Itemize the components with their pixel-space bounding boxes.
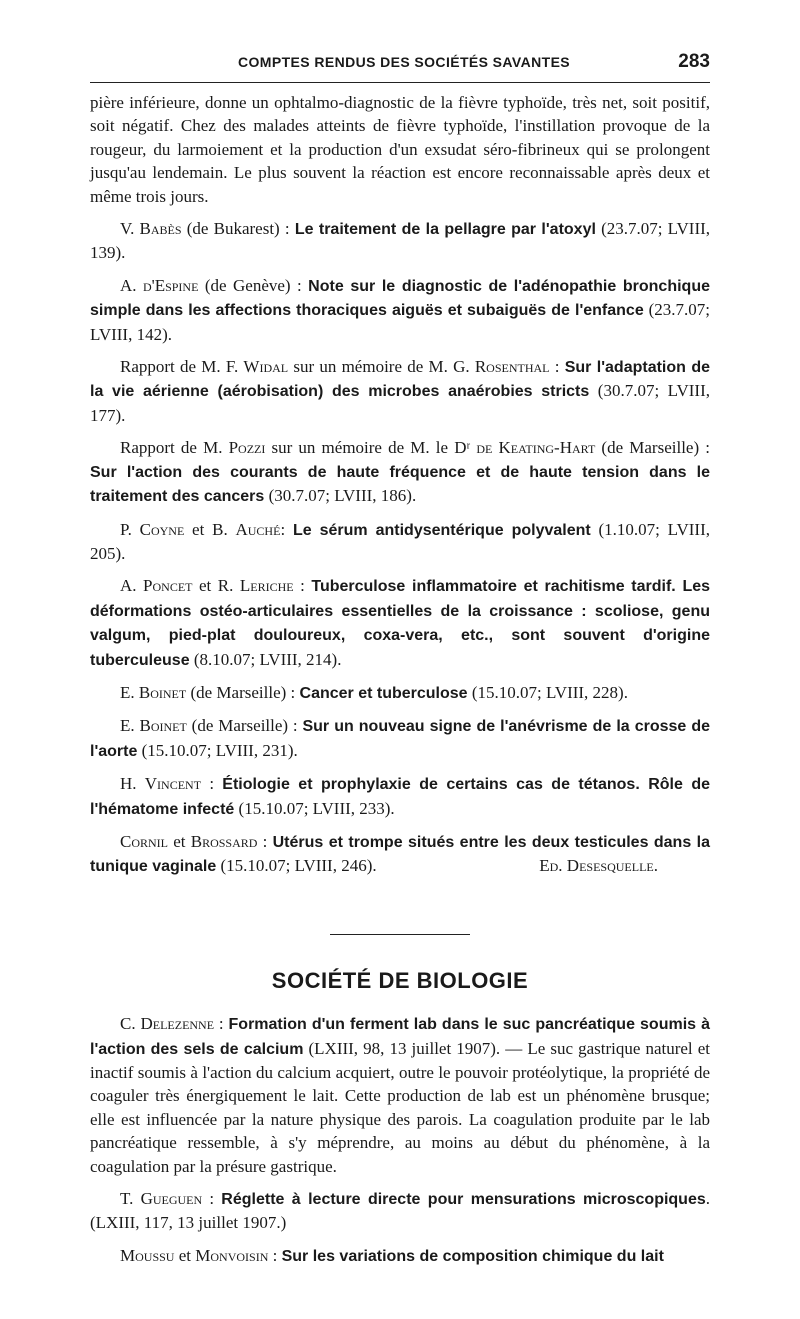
author-name: Gueguen [140,1189,203,1209]
author-name: Moussu [120,1245,175,1265]
entry-title: Formation d'un ferment lab dans le suc pancréatique soumis à l'action des sels de calcium [90,1016,711,1058]
entry-reference: (LXIII, 98, 13 juillet 1907). — Le suc gastrique naturel et inactif soumis à l'action du calcium acquiert, outre le pouvoir protéolytique, la propriété de coaguler très énergiquement le lait. Cette production de lab est un phénomène brusque; elle est influencée par la nature physique des parois. La coagulation produite par le lab pancréatique ressemble, à s'y méprendre, au moins au début du phénomène, à la coagulation par la présure gastrique. [90,1038,710,1176]
entry-title: Le traitement de la pellagre par l'atoxyl [294,221,596,239]
entry-title: Le sérum antidysentérique polyvalent [292,521,591,539]
abstract-entry: Rapport de M. F. Widal sur un mémoire de M. G. Rosenthal : Sur l'adaptation de la vie aérienne (aérobisation) des microbes anaérobies stricts (30.7.07; LVIII, 177). [90,357,711,425]
abstract-entry: E. Boinet (de Marseille) : Sur un nouveau signe de l'anévrisme de la crosse de l'aorte (15.10.07; LVIII, 231). [90,716,710,760]
abstract-entry: A. Poncet et R. Leriche : Tuberculose inflammatoire et rachitisme tardif. Les déformations ostéo-articulaires essentielles de la croissance : scoliose, genu valgum, pied-plat douloureux, coxa-vera, etc., sont souvent d'origine tuberculeuse (8.10.07; LVIII, 214). [90,576,711,669]
author-name: Poncet [143,576,193,596]
page-number: 283 [678,51,710,72]
entry-title: Réglette à lecture directe pour mensurations microscopiques [221,1191,706,1209]
author-name: de Keating-Hart [476,438,596,458]
author-name: Auché [235,519,281,539]
entry-title: Note sur le diagnostic de l'adénopathie bronchique simple dans les affections thoraciques aiguës et subaiguës de l'enfance [90,277,710,320]
author-name: Leriche [239,576,294,596]
abstract-entry: E. Boinet (de Marseille) : Cancer et tuberculose (15.10.07; LVIII, 228). [120,682,628,702]
entry-title: Utérus et trompe situés entre les deux testicules dans la tunique vaginale [90,833,710,876]
section-separator [330,934,470,935]
section-title: SOCIÉTÉ DE BIOLOGIE [271,967,529,993]
entry-title: Sur l'action des courants de haute fréquence et de haute tension dans le traitement des cancers [90,463,710,506]
entry-title: Sur l'adaptation de la vie aérienne (aérobisation) des microbes anaérobies stricts [90,359,711,401]
entry-reference: (15.10.07; LVIII, 246). [216,856,377,876]
entry-title: Sur un nouveau signe de l'anévrisme de la crosse de l'aorte [90,718,710,760]
author-name: Babès [139,219,182,239]
abstract-entry: T. Gueguen : Réglette à lecture directe pour mensurations microscopiques. (LXIII, 117, 13 juillet 1907.) [90,1189,710,1233]
abstract-entry: Rapport de M. Pozzi sur un mémoire de M. le Dʳ de Keating-Hart (de Marseille) : Sur l'action des courants de haute fréquence et de haute tension dans le traitement des cancers (30.7.07; LVIII, 186). [90,438,710,506]
entry-reference: (1.10.07; LVIII, 205). [90,519,711,563]
author-name: Pozzi [228,438,266,458]
entry-title: Sur les variations de composition chimique du lait [281,1247,664,1265]
abstract-entry: Cornil et Brossard : Utérus et trompe situés entre les deux testicules dans la tunique vaginale (15.10.07; LVIII, 246). Ed. Desesquelle. [90,830,710,879]
abstract-entry: Moussu et Monvoisin : Sur les variations de composition chimique du lait [120,1245,664,1265]
author-name: Vincent [144,774,202,794]
author-name: Monvoisin [195,1245,269,1265]
entry-title: Étiologie et prophylaxie de certains cas de tétanos. Rôle de l'hématome infecté [90,776,710,818]
entry-reference: (15.10.07; LVIII, 233). [234,798,395,818]
continuation-text: pière inférieure, donne un ophtalmo-diagnostic de la fièvre typhoïde, très net, soit positif, soit négatif. Chez des malades atteints de fièvre typhoïde, l'instillation provoque de la rougeur, du larmoiement et la production d'un exsudat séro-fibrineux qui se prolongent jusqu'au lendemain. Le plus souvent la réaction est encore reconnaissable après deux et même trois jours. [90,93,710,206]
entry-title: Tuberculose inflammatoire et rachitisme tardif. Les déformations ostéo-articulaires essentielles de la croissance : scoliose, genu valgum, pied-plat douloureux, coxa-vera, etc., sont souvent d'origine tuberculeuse [90,578,711,669]
abstract-entry: P. Coyne et B. Auché: Le sérum antidysentérique polyvalent (1.10.07; LVIII, 205). [90,519,711,563]
author-name: Widal [243,357,289,377]
entry-reference: (30.7.07; LVIII, 186). [264,486,417,506]
author-name: Cornil [120,831,169,851]
entry-reference: . (LXIII, 117, 13 juillet 1907.) [90,1189,710,1233]
abstract-entry: V. Babès (de Bukarest) : Le traitement de la pellagre par l'atoxyl (23.7.07; LVIII, 139). [90,219,711,263]
running-title: COMPTES RENDUS DES SOCIÉTÉS SAVANTES [238,54,571,70]
entry-reference: (23.7.07; LVIII, 139). [90,219,711,263]
abstract-entry: H. Vincent : Étiologie et prophylaxie de certains cas de tétanos. Rôle de l'hématome infecté (15.10.07; LVIII, 233). [90,774,710,818]
document-page [90,50,710,1277]
author-name: Boinet [138,682,187,702]
entry-reference: (15.10.07; LVIII, 228). [467,682,628,702]
abstract-entry: A. d'Espine (de Genève) : Note sur le diagnostic de l'adénopathie bronchique simple dans les affections thoraciques aiguës et subaiguës de l'enfance (23.7.07; LVIII, 142). [90,275,710,344]
entry-reference: (23.7.07; LVIII, 142). [90,300,710,344]
author-name: Rosenthal [474,357,550,377]
entry-reference: (15.10.07; LVIII, 231). [137,740,298,760]
author-name: d'Espine [142,275,199,295]
signature: Ed. Desesquelle. [539,856,658,876]
author-name: Boinet [139,716,187,736]
author-name: Delezenne [140,1014,215,1034]
entry-title: Cancer et tuberculose [299,684,468,702]
abstract-entry: C. Delezenne : Formation d'un ferment lab dans le suc pancréatique soumis à l'action des sels de calcium (LXIII, 98, 13 juillet 1907). — Le suc gastrique naturel et inactif soumis à l'action du calcium acquiert, outre le pouvoir protéolytique, la propriété de coaguler très énergiquement le lait. Cette production de lab est un phénomène brusque; elle est influencée par la nature physique des parois. La coagulation produite par le lab pancréatique ressemble, à s'y méprendre, au moins au début du phénomène, à la coagulation par la présure gastrique. [90,1014,711,1176]
entry-reference: (8.10.07; LVIII, 214). [189,649,342,669]
entry-reference: (30.7.07; LVIII, 177). [90,381,710,425]
page-header [90,50,710,82]
author-name: Brossard [190,831,258,851]
author-name: Coyne [139,519,185,539]
paragraph-continuation [90,91,710,208]
header-rule [90,82,710,83]
